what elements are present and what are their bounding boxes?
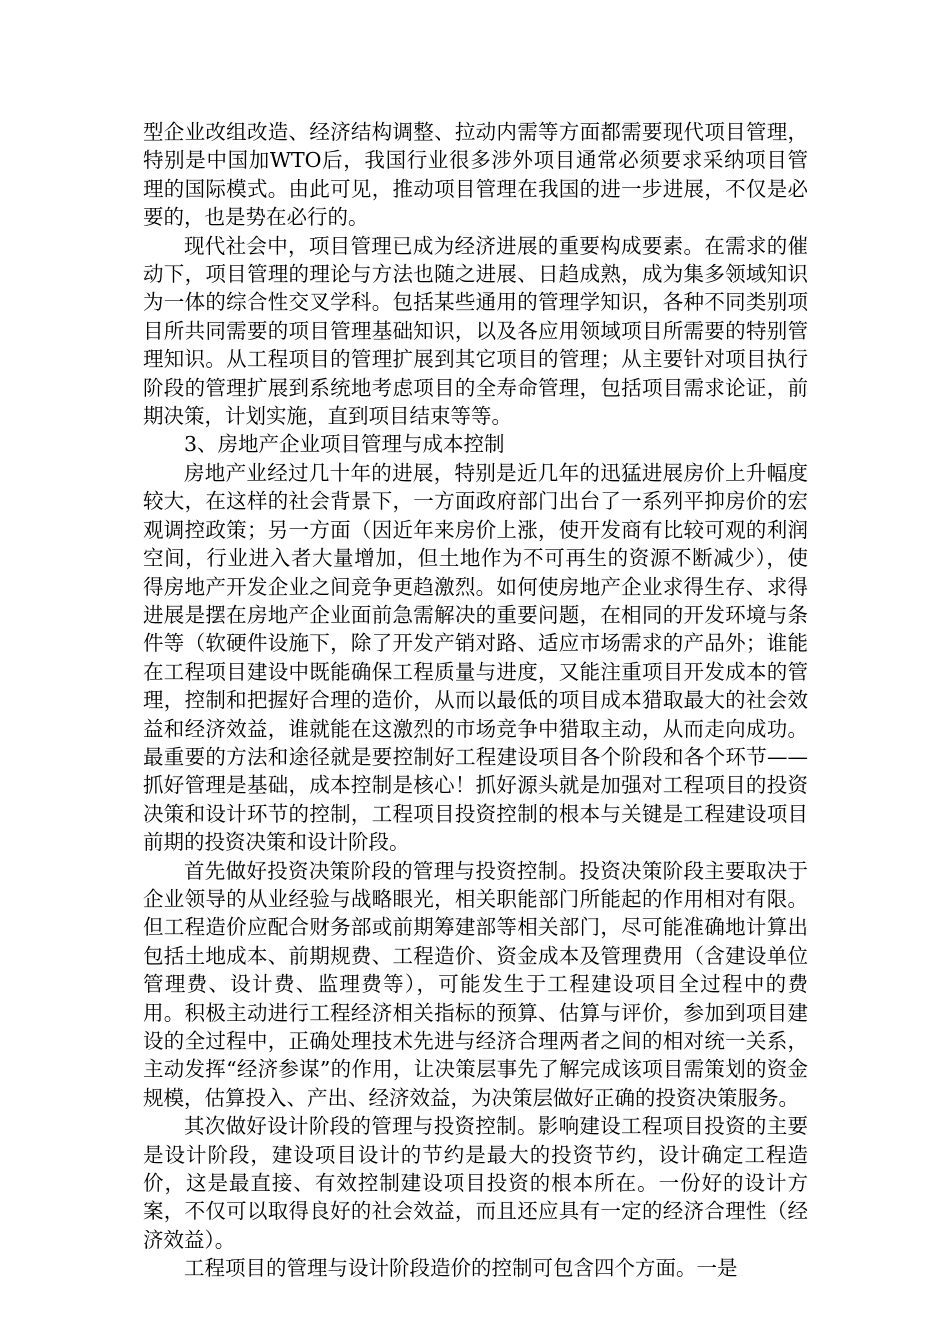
paragraph-6: 工程项目的管理与设计阶段造价的控制可包含四个方面。一是 <box>184 1256 738 1281</box>
paragraph-5: 其次做好设计阶段的管理与投资控制。影响建设工程项目投资的主要是设计阶段，建设项目设计的节约是最大的投资节约，设计确定工程造价，这是最直接、有效控制建设项目投资的根本所在。一份好的设计方案，不仅可以取得良好的社会效益，而且还应具有一定的经济合理性（经济效益）。 <box>143 1114 808 1252</box>
section-heading: 3、房地产企业项目管理与成本控制 <box>184 432 505 457</box>
paragraph-3: 房地产业经过几十年的进展，特别是近几年的迅猛进展房价上升幅度较大，在这样的社会背景下，一方面政府部门出台了一系列平抑房价的宏观调控政策；另一方面（因近年来房价上涨，使开发商有比较可观的利润空间，行业进入者大量增加，但土地作为不可再生的资源不断减少），使得房地产开发企业之间竞争更趋激烈。如何使房地产企业求得生存、求得进展是摆在房地产企业面前急需解决的重要问题，在相同的开发环境与条件等（软硬件设施下，除了开发产销对路、适应市场需求的产品外；谁能在工程项目建设中既能确保工程质量与进度，又能注重项目开发成本的管理，控制和把握好合理的造价，从而以最低的项目成本猎取最大的社会效益和经济效益，谁就能在这激烈的市场竞争中猎取主动，从而走向成功。最重要的方法和途径就是要控制好工程建设项目各个阶段和各个环节——抓好管理是基础，成本控制是核心！抓好源头就是加强对工程项目的投资决策和设计环节的控制，工程项目投资控制的根本与关键是工程建设项目前期的投资决策和设计阶段。 <box>143 460 808 855</box>
document-page <box>143 118 808 1283</box>
paragraph-1: 型企业改组改造、经济结构调整、拉动内需等方面都需要现代项目管理，特别是中国加WTO后，我国行业很多涉外项目通常必须要求采纳项目管理的国际模式。由此可见，推动项目管理在我国的进一步进展，不仅是必要的，也是势在必行的。 <box>143 120 808 230</box>
paragraph-4: 首先做好投资决策阶段的管理与投资控制。投资决策阶段主要取决于企业领导的从业经验与战略眼光，相关职能部门所能起的作用相对有限。但工程造价应配合财务部或前期筹建部等相关部门，尽可能准确地计算出包括土地成本、前期规费、工程造价、资金成本及管理费用（含建设单位管理费、设计费、监理费等），可能发生于工程建设项目全过程中的费用。积极主动进行工程经济相关指标的预算、估算与评价，参加到项目建设的全过程中，正确处理技术先进与经济合理两者之间的相对统一关系，主动发挥“经济参谋”的作用，让决策层事先了解完成该项目需策划的资金规模，估算投入、产出、经济效益，为决策层做好正确的投资决策服务。 <box>143 858 808 1110</box>
paragraph-2: 现代社会中，项目管理已成为经济进展的重要构成要素。在需求的催动下，项目管理的理论与方法也随之进展、日趋成熟，成为集多领域知识为一体的综合性交叉学科。包括某些通用的管理学知识，各种不同类别项目所共同需要的项目管理基础知识，以及各应用领域项目所需要的特别管理知识。从工程项目的管理扩展到其它项目的管理；从主要针对项目执行阶段的管理扩展到系统地考虑项目的全寿命管理，包括项目需求论证，前期决策，计划实施，直到项目结束等等。 <box>143 233 808 429</box>
